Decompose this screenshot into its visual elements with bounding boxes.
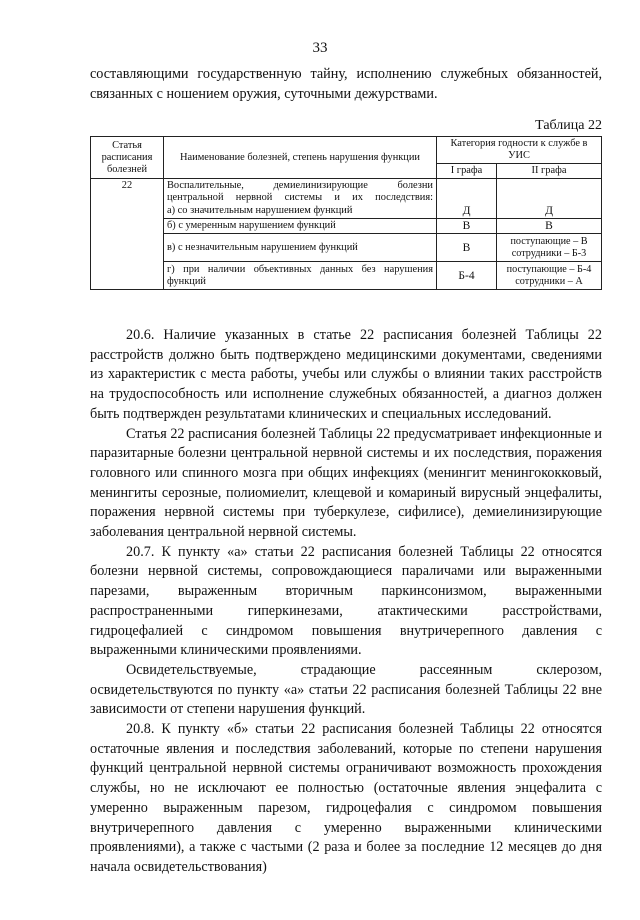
row-a-label: а) со значительным нарушением функций [167,205,353,216]
paragraph-sclerosis: Освидетельствуемые, страдающие рассеянным склерозом, освидетельствуются по пункту «а» статьи 22 расписания болезней Таблицы 22 вне зависимости от степени нарушения функций. [90,661,602,718]
header-disease-name: Наименование болезней, степень нарушения функции [164,137,437,179]
row-b-g1: В [437,219,497,234]
body-text [90,326,602,878]
row-a-g1: Д [437,179,497,219]
table-header-row [91,137,602,164]
table-row [91,219,602,234]
table-row [91,262,602,290]
intro-text: составляющими государственную тайну, исполнению служебных обязанностей, связанных с ношением оружия, суточными дежурствами. [90,66,602,102]
paragraph-20-7: 20.7. К пункту «а» статьи 22 расписания болезней Таблицы 22 относятся болезни нервной системы, сопровождающиеся параличами или выраженными парезами, выраженным вторичным паркинсонизмом, выраженными распространенными гиперкинезами, атактическими расстройствами, гидроцефалией с синдромом повышения внутричерепного давления с выраженными клиническими проявлениями. [90,543,602,659]
row-c-g1: В [437,234,497,262]
row-d-g2 [497,262,602,290]
disease-intro: Воспалительные, демиелинизирующие болезни центральной нервной системы и их последствия: [167,180,433,203]
paragraph-20-6: 20.6. Наличие указанных в статье 22 расписания болезней Таблицы 22 расстройств должно быть подтверждено медицинскими документами, сведениями из характеристик с места работы, учебы или службы о влиянии таких расстройств на трудоспособность или исполнение служебных обязанностей, а диагноз должен быть подтвержден результатами клинических и специальных исследований. [90,327,602,422]
table-row [91,179,602,219]
row-a-g2: Д [497,179,602,219]
paragraph-article-22: Статья 22 расписания болезней Таблицы 22 предусматривает инфекционные и паразитарные болезни центральной нервной системы и их последствия, поражения головного или спинного мозга при общих инфекциях (менингит менингококковый, менингиты серозные, полиомиелит, клещевой и комариный вирусный энцефалиты, поражения нервной системы при туберкулезе, сифилисе), демиелинизирующие заболевания центральной нервной системы. [90,425,602,541]
header-column-1: I графа [437,164,497,179]
paragraph-20-8: 20.8. К пункту «б» статьи 22 расписания болезней Таблицы 22 относятся остаточные явления и последствия заболеваний, которые по степени нарушения функций центральной нервной системы ограничивают возможность прохождения службы, но не исключают ее полностью (остаточные явления энцефалита с умеренно выраженным парезом, гидроцефалия с синдромом повышения внутричерепного давления с умеренно выраженными клиническими проявлениями), а также с частыми (2 раза и более за последние 12 месяцев до дня начала освидетельствования) [90,721,602,875]
row-c-g2-line2: сотрудники – Б-3 [511,247,587,259]
row-b-g2: В [497,219,602,234]
row-d-text: г) при наличии объективных данных без нарушения функций [164,262,437,290]
row-c-g2 [497,234,602,262]
row-d-g2-line1: поступающие – Б-4 [506,264,592,275]
row-d-g2-line2: сотрудники – А [515,275,583,287]
header-article: Статья расписания болезней [91,137,164,179]
header-category: Категория годности к службе в УИС [437,137,602,164]
table-row [91,234,602,262]
row-b-text: б) с умеренным нарушением функций [164,219,437,234]
row-c-g2-line1: поступающие – В [510,236,588,247]
article-number: 22 [91,179,164,290]
table-caption: Таблица 22 [535,118,602,133]
intro-paragraph [90,64,602,104]
row-d-g1: Б-4 [437,262,497,290]
row-c-text: в) с незначительным нарушением функций [164,234,437,262]
header-column-2: II графа [497,164,602,179]
table-22 [90,136,602,290]
page-number: 33 [312,40,328,56]
row-a-text [164,179,437,219]
